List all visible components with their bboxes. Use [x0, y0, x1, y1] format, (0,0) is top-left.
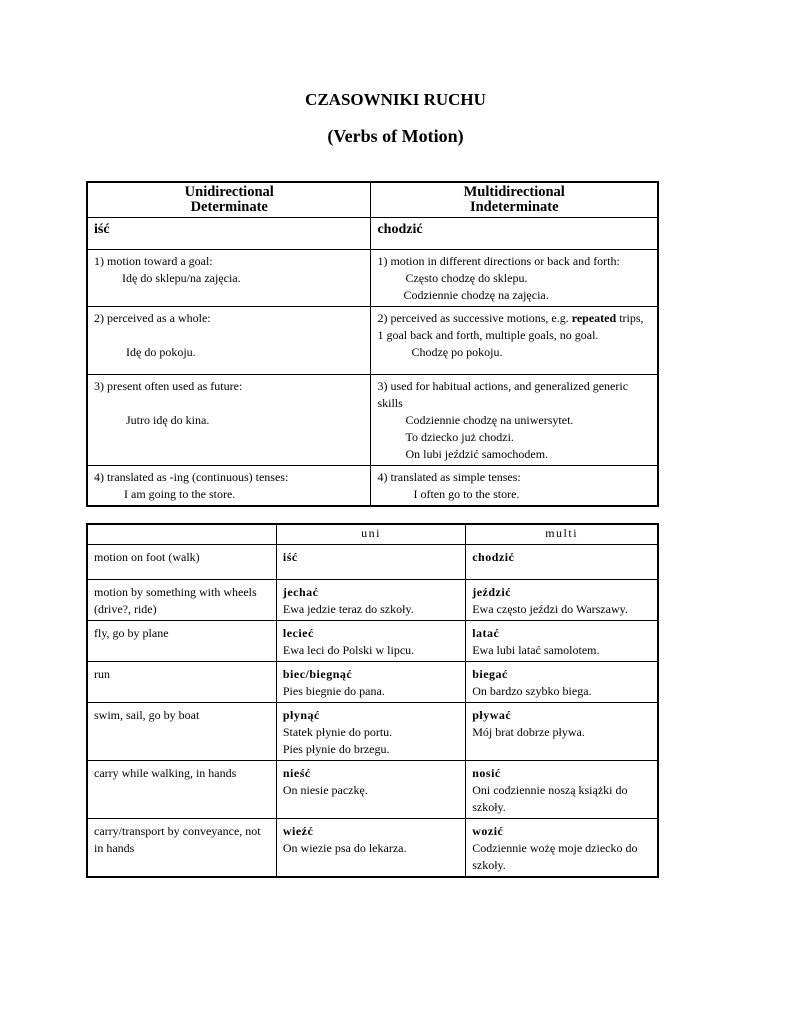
rule-text: 1) motion in different directions or back and forth:	[377, 254, 620, 268]
example-text: Pies biegnie do pana.	[282, 684, 385, 698]
example-text: Mój brat dobrze pływa.	[472, 725, 585, 739]
example-text: Jutro idę do kina.	[126, 413, 210, 427]
example-text: Codziennie wożę moje dziecko do szkoły.	[472, 841, 638, 872]
verb-uni: wieźć	[282, 824, 314, 838]
uni-cell	[276, 621, 465, 662]
example-text: Statek płynie do portu.	[282, 725, 393, 739]
multi-cell	[466, 703, 658, 761]
verb-pairs-table	[86, 523, 659, 878]
example-text: Ewa jedzie teraz do szkoły.	[282, 602, 414, 616]
rule-text: 1) motion toward a goal:	[94, 254, 213, 268]
directionality-table	[86, 181, 659, 507]
uni-cell	[87, 466, 371, 507]
table-row	[87, 580, 658, 621]
multi-cell	[466, 662, 658, 703]
example-text: Ewa leci do Polski w lipcu.	[282, 643, 415, 657]
page-subtitle: (Verbs of Motion)	[327, 126, 464, 146]
verb-uni: iść	[282, 550, 298, 564]
multi-cell	[371, 375, 658, 466]
rule-text	[377, 310, 651, 344]
verb-uni: płynąć	[282, 708, 320, 722]
multi-cell	[466, 545, 658, 580]
verb-uni: nieść	[282, 766, 311, 780]
example-text: Często chodzę do sklepu.	[405, 271, 528, 285]
example-text: Codziennie chodzę na uniwersytet.	[405, 413, 574, 427]
rule-text-part: trips, 1 goal back and forth, multiple goals, no goal.	[377, 311, 644, 342]
multi-cell	[371, 250, 658, 307]
example-text: Codziennie chodzę na zajęcia.	[403, 288, 549, 302]
rule-text-part: 2) perceived as successive motions, e.g.	[377, 311, 572, 325]
table-row	[87, 466, 658, 507]
uni-cell	[276, 761, 465, 819]
example-text: To dziecko już chodzi.	[405, 430, 514, 444]
example-text: I am going to the store.	[124, 487, 236, 501]
header-label: Multidirectional	[463, 184, 565, 200]
multi-cell	[371, 466, 658, 507]
example-text: On bardzo szybko biega.	[472, 684, 592, 698]
uni-cell	[276, 819, 465, 878]
header-multi: multi	[466, 524, 658, 545]
example-text: Pies płynie do brzegu.	[282, 742, 390, 756]
rule-text: 4) translated as -ing (continuous) tenses:	[94, 470, 289, 484]
verb-multi: chodzić	[472, 550, 515, 564]
multi-cell	[466, 580, 658, 621]
table-row	[87, 621, 658, 662]
verb-multi: pływać	[472, 708, 512, 722]
example-text: Idę do pokoju.	[126, 345, 196, 359]
verb-multi: wozić	[472, 824, 504, 838]
example-text: I often go to the store.	[413, 487, 520, 501]
emphasis-text: repeated	[571, 311, 617, 325]
header-multidirectional	[371, 182, 658, 218]
rule-text: 3) used for habitual actions, and generalized generic skills	[377, 379, 629, 410]
uni-cell	[87, 307, 371, 375]
multi-cell	[466, 761, 658, 819]
motion-cell: swim, sail, go by boat	[87, 703, 276, 761]
example-text: On lubi jeździć samochodem.	[405, 447, 549, 461]
page-title: CZASOWNIKI RUCHU	[305, 90, 486, 109]
motion-cell: carry/transport by conveyance, not in hands	[87, 819, 276, 878]
table-row	[87, 703, 658, 761]
example-text: Oni codziennie noszą książki do szkoły.	[472, 783, 628, 814]
header-sublabel: Indeterminate	[469, 199, 559, 215]
motion-cell: motion on foot (walk)	[87, 545, 276, 580]
verb-uni: jechać	[282, 585, 319, 599]
header-row	[87, 524, 658, 545]
table-row	[87, 375, 658, 466]
table-row	[87, 307, 658, 375]
example-text: Chodzę po pokoju.	[411, 345, 503, 359]
header-unidirectional	[87, 182, 371, 218]
verb-multi: nosić	[472, 766, 501, 780]
table-row	[87, 819, 658, 878]
verb-uni: biec/biegnąć	[282, 667, 353, 681]
example-text: Ewa lubi latać samolotem.	[472, 643, 600, 657]
uni-cell	[276, 580, 465, 621]
rule-text: 3) present often used as future:	[94, 379, 243, 393]
verb-multi: chodzić	[371, 218, 658, 250]
motion-cell: fly, go by plane	[87, 621, 276, 662]
table-row	[87, 761, 658, 819]
multi-cell	[371, 307, 658, 375]
example-text: On niesie paczkę.	[282, 783, 368, 797]
header-uni: uni	[276, 524, 465, 545]
table-row	[87, 545, 658, 580]
motion-cell: carry while walking, in hands	[87, 761, 276, 819]
uni-cell	[276, 545, 465, 580]
example-text: Ewa często jeździ do Warszawy.	[472, 602, 628, 616]
rule-text: 2) perceived as a whole:	[94, 311, 211, 325]
header-sublabel: Determinate	[190, 199, 268, 215]
header-label: Unidirectional	[184, 184, 274, 200]
motion-cell: motion by something with wheels (drive?, ride)	[87, 580, 276, 621]
multi-cell	[466, 621, 658, 662]
uni-cell	[87, 250, 371, 307]
multi-cell	[466, 819, 658, 878]
verb-uni: lecieć	[282, 626, 314, 640]
verb-multi: jeździć	[472, 585, 512, 599]
uni-cell	[87, 375, 371, 466]
header-row	[87, 182, 658, 218]
table-row	[87, 250, 658, 307]
table-row	[87, 662, 658, 703]
example-text: Idę do sklepu/na zajęcia.	[122, 271, 241, 285]
rule-text: 4) translated as simple tenses:	[377, 470, 521, 484]
verb-row	[87, 218, 658, 250]
verb-multi: latać	[472, 626, 500, 640]
example-text: On wiezie psa do lekarza.	[282, 841, 407, 855]
uni-cell	[276, 703, 465, 761]
header-motion	[87, 524, 276, 545]
verb-uni: iść	[87, 218, 371, 250]
motion-cell: run	[87, 662, 276, 703]
uni-cell	[276, 662, 465, 703]
verb-multi: biegać	[472, 667, 508, 681]
